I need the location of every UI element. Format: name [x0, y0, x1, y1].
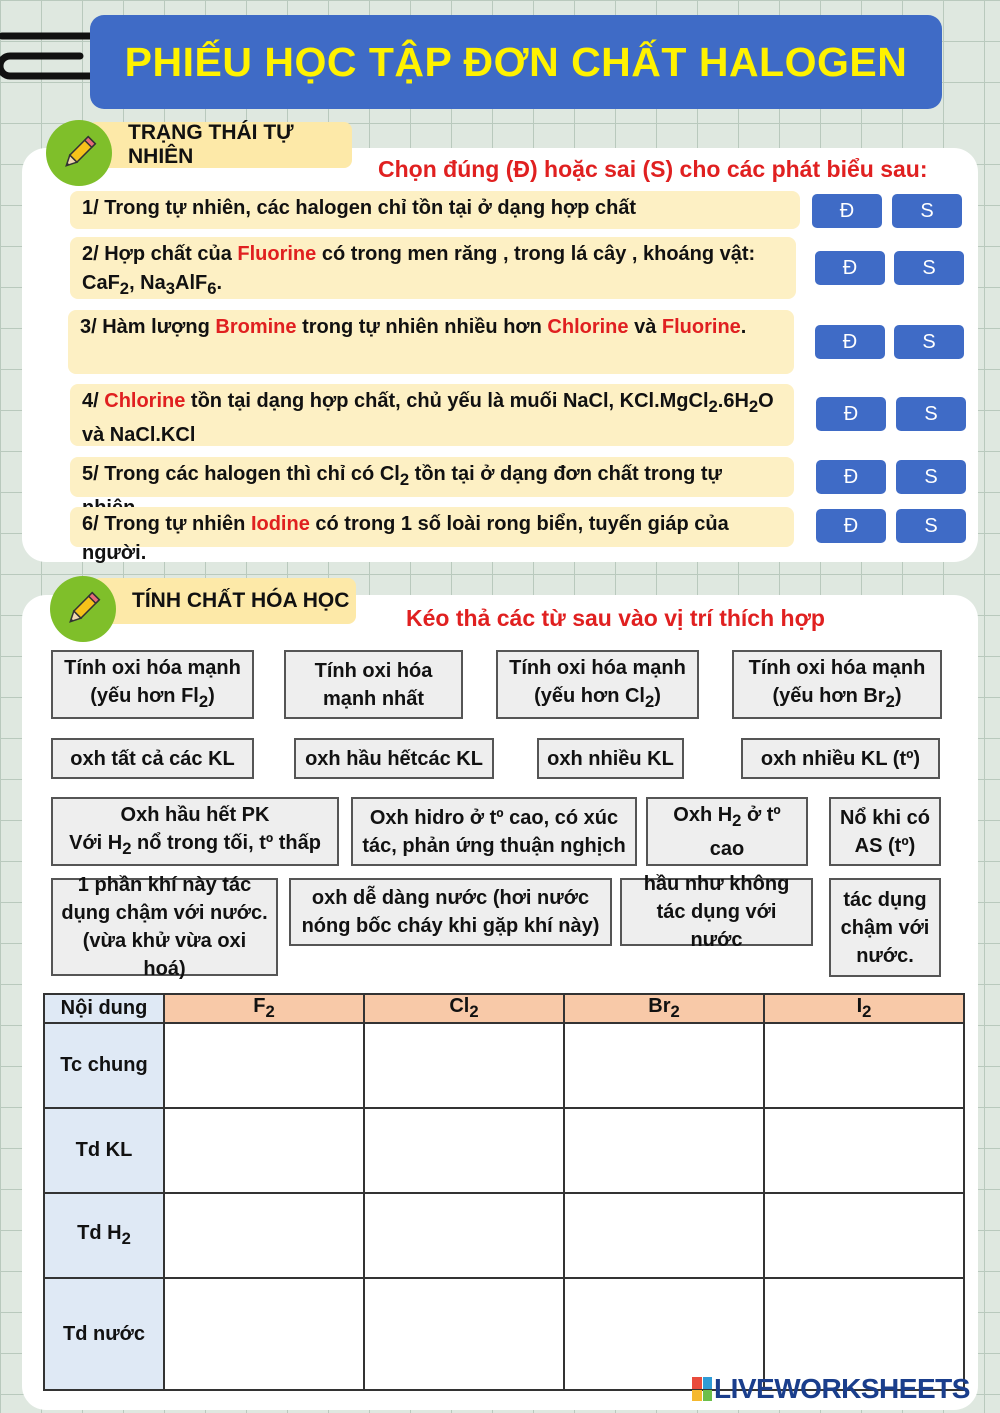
row-label: Td $H_2$: [44, 1193, 164, 1278]
drag-chip[interactable]: oxh hầu hếtcác KL: [294, 738, 494, 779]
statement-3: 3/ Hàm lượng Bromine trong tự nhiên nhiều hơn Chlorine và Fluorine.: [68, 310, 794, 374]
drop-zone[interactable]: [364, 1193, 564, 1278]
drop-zone[interactable]: [364, 1278, 564, 1390]
row-label: Tc chung: [44, 1023, 164, 1108]
statement-6: 6/ Trong tự nhiên Iodine có trong 1 số loài rong biển, tuyến giáp của người.: [70, 507, 794, 547]
drag-chip[interactable]: oxh dễ dàng nước (hơi nước nóng bốc cháy khi gặp khí này): [289, 878, 612, 946]
drop-zone[interactable]: [364, 1108, 564, 1193]
drag-chip[interactable]: Tính oxi hóa mạnh nhất: [284, 650, 463, 719]
row-label: Td nước: [44, 1278, 164, 1390]
statement-1-true-button[interactable]: Đ: [812, 194, 882, 228]
statement-6-true-button[interactable]: Đ: [816, 509, 886, 543]
table-row: [44, 1193, 964, 1278]
drop-zone[interactable]: [164, 1108, 364, 1193]
statement-5-false-button[interactable]: S: [896, 460, 966, 494]
drop-zone[interactable]: [564, 1023, 764, 1108]
table-header-f2: $F_2$: [164, 994, 364, 1023]
statement-2: 2/ Hợp chất của Fluorine có trong men răng , trong lá cây , khoáng vật: CaF$_2$, $Na_3AlF_6$.: [70, 237, 796, 299]
table-header-content: Nội dung: [44, 994, 164, 1023]
properties-table: [43, 993, 965, 1391]
drop-zone[interactable]: [564, 1193, 764, 1278]
drag-chip[interactable]: 1 phần khí này tác dụng chậm với nước. (vừa khử vừa oxi hoá): [51, 878, 278, 976]
statement-3-false-button[interactable]: S: [894, 325, 964, 359]
section-tag-label: TRẠNG THÁI TỰ NHIÊN: [128, 121, 294, 168]
drag-chip[interactable]: Tính oxi hóa mạnh (yếu hơn $Cl_2$): [496, 650, 699, 719]
statement-4-false-button[interactable]: S: [896, 397, 966, 431]
drag-chip[interactable]: tác dụng chậm với nước.: [829, 878, 941, 977]
statement-5-true-button[interactable]: Đ: [816, 460, 886, 494]
statement-4: 4/ Chlorine tồn tại dạng hợp chất, chủ yếu là muối NaCl, $KCl.MgCl_2.6H_2O$ và NaCl.KCl: [70, 384, 794, 446]
page-title: [90, 15, 942, 109]
drop-zone[interactable]: [764, 1193, 964, 1278]
logo-text: LIVEWORKSHEETS: [714, 1373, 970, 1404]
drop-zone[interactable]: [764, 1023, 964, 1108]
drag-chip[interactable]: Oxh $H_2$ ở tº cao: [646, 797, 808, 866]
drag-chip[interactable]: Oxh hầu hết PK Với $H_2$ nổ trong tối, tº thấp: [51, 797, 339, 866]
statement-2-false-button[interactable]: S: [894, 251, 964, 285]
instruction-drag-drop: Kéo thả các từ sau vào vị trí thích hợp: [406, 605, 825, 631]
instruction-true-false: Chọn đúng (Đ) hoặc sai (S) cho các phát biểu sau:: [378, 156, 928, 182]
drag-chip[interactable]: Tính oxi hóa mạnh (yếu hơn $Br_2$): [732, 650, 942, 719]
page-title-text: PHIẾU HỌC TẬP ĐƠN CHẤT HALOGEN: [124, 38, 908, 85]
drag-chip[interactable]: oxh nhiều KL (tº): [741, 738, 940, 779]
statement-6-false-button[interactable]: S: [896, 509, 966, 543]
drag-chip[interactable]: Tính oxi hóa mạnh (yếu hơn $Fl_2$): [51, 650, 254, 719]
statement-3-true-button[interactable]: Đ: [815, 325, 885, 359]
drop-zone[interactable]: [164, 1023, 364, 1108]
liveworksheets-logo-icon: [692, 1377, 712, 1401]
pencil-icon: [59, 133, 99, 173]
table-row: [44, 1108, 964, 1193]
drag-chip[interactable]: oxh nhiều KL: [537, 738, 684, 779]
statement-1: 1/ Trong tự nhiên, các halogen chỉ tồn tại ở dạng hợp chất: [70, 191, 800, 229]
drop-zone[interactable]: [764, 1108, 964, 1193]
pencil-badge: [50, 576, 116, 642]
section-tag-chemical-properties: [92, 578, 356, 624]
drop-zone[interactable]: [564, 1108, 764, 1193]
drag-chip[interactable]: Oxh hidro ở tº cao, có xúc tác, phản ứng thuận nghịch: [351, 797, 637, 866]
statement-5: 5/ Trong các halogen thì chỉ có $Cl_2$ tồn tại ở dạng đơn chất trong tự: [70, 457, 794, 497]
drag-chip[interactable]: oxh tất cả các KL: [51, 738, 254, 779]
table-header-cl2: $Cl_2$: [364, 994, 564, 1023]
table-row: [44, 1023, 964, 1108]
table-header-i2: $I_2$: [764, 994, 964, 1023]
drag-chip[interactable]: hầu như không tác dụng với nước: [620, 878, 813, 946]
liveworksheets-logo: [692, 1373, 970, 1405]
drop-zone[interactable]: [364, 1023, 564, 1108]
section-tag-natural-state: [88, 122, 352, 168]
row-label: Td KL: [44, 1108, 164, 1193]
pencil-icon: [63, 589, 103, 629]
section-tag-label: TÍNH CHẤT HÓA HỌC: [132, 589, 350, 612]
pencil-badge: [46, 120, 112, 186]
drop-zone[interactable]: [164, 1193, 364, 1278]
statement-4-true-button[interactable]: Đ: [816, 397, 886, 431]
statement-1-false-button[interactable]: S: [892, 194, 962, 228]
drag-chip[interactable]: Nổ khi có AS (tº): [829, 797, 941, 866]
drop-zone[interactable]: [164, 1278, 364, 1390]
table-header-br2: $Br_2$: [564, 994, 764, 1023]
statement-2-true-button[interactable]: Đ: [815, 251, 885, 285]
